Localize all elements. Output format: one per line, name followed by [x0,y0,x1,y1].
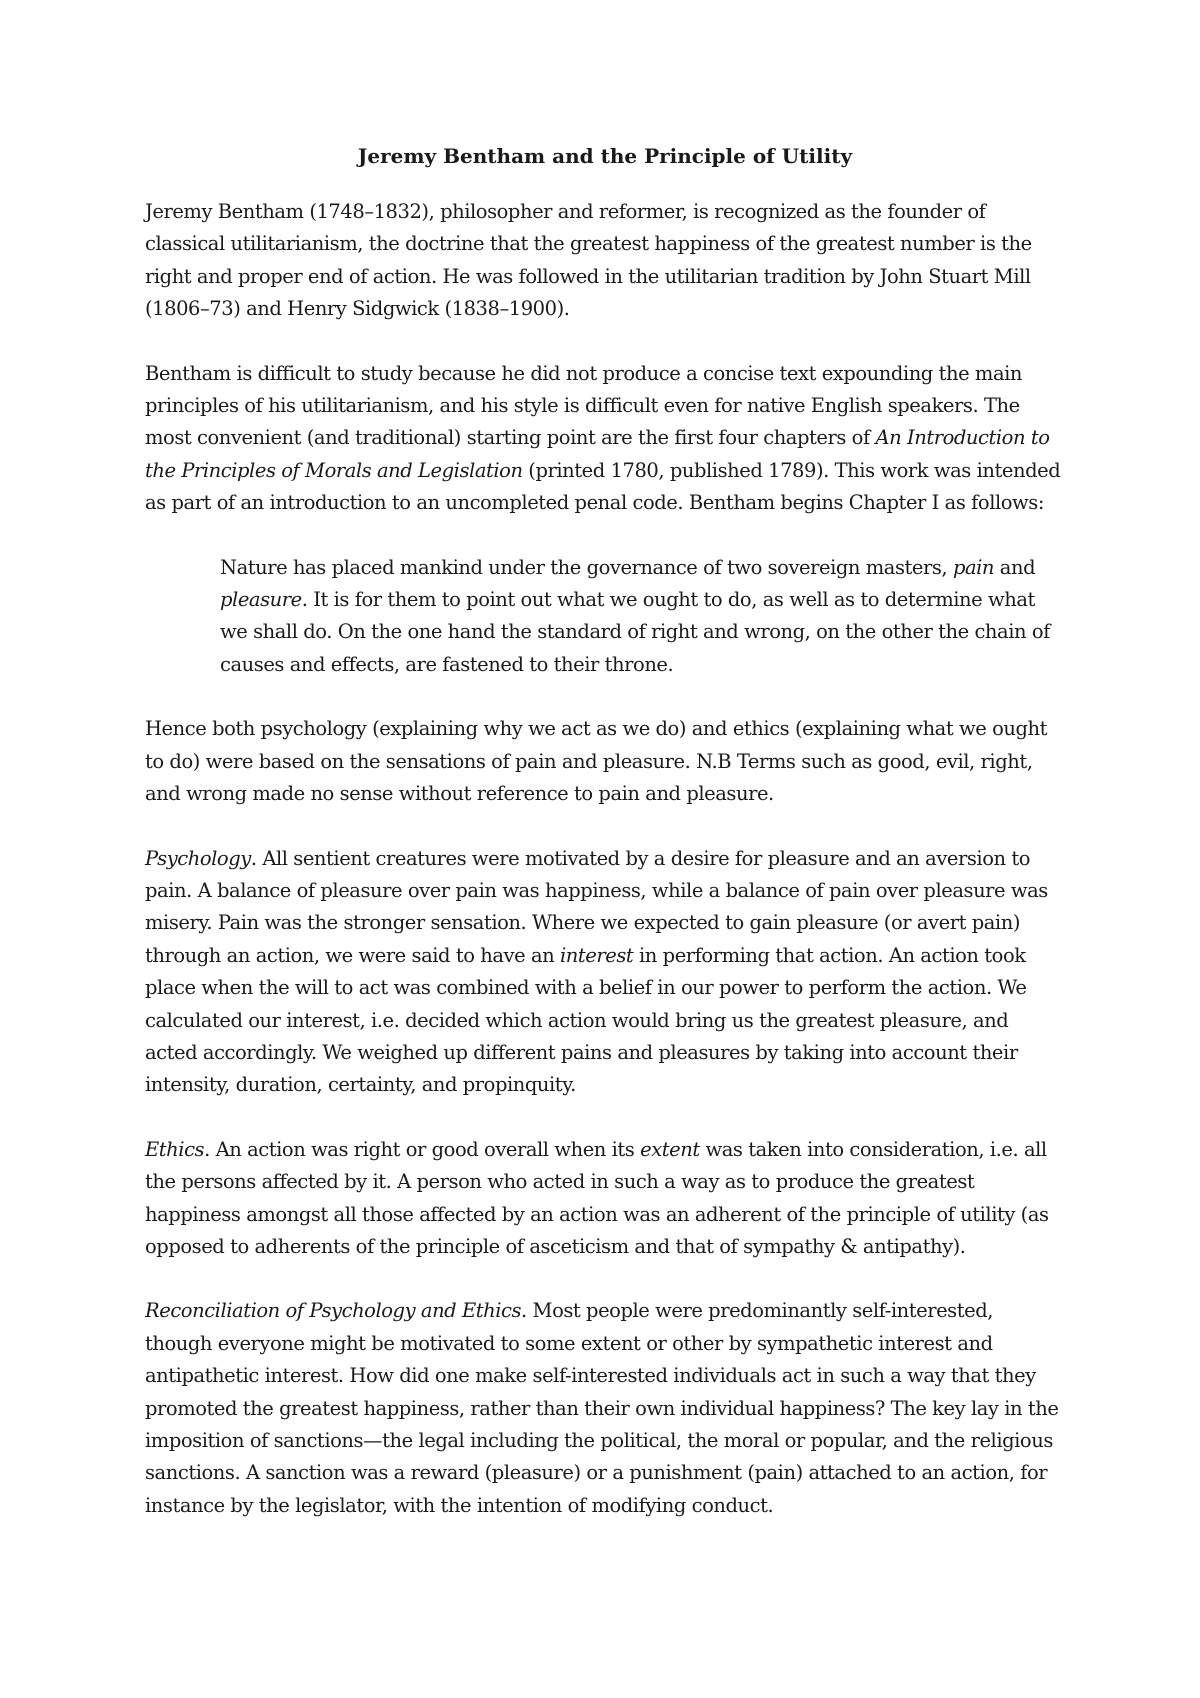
study-text-before: Bentham is difficult to study because he did not produce a concise text expounding the main principles of his utilitarianism, and his style is difficult even for native English speakers. The most convenient (and traditional) starting point are the first four chapters of [145,361,1023,450]
quote-pleasure: pleasure [220,588,302,612]
psychology-ethics-paragraph: Hence both psychology (explaining why we act as we do) and ethics (explaining what we ought to do) were based on the sensations of pain and pleasure. N.B Terms such as good, evil, right, and wrong made no sense without reference to pain and pleasure. [145,717,1048,806]
book-title: An Introduction to the Principles of Morals and Legislation [145,426,1050,482]
document-title: Jeremy Bentham and the Principle of Utility [357,144,853,168]
psychology-paragraph [145,843,1065,1102]
intro-paragraph: Jeremy Bentham (1748–1832), philosopher and reformer, is recognized as the founder of classical utilitarianism, the doctrine that the greatest happiness of the greatest number is the right and proper end of action. He was followed in the utilitarian tradition by John Stuart Mill (1806–73) and Henry Sidgwick (1838–1900). [145,200,1032,321]
extent-term: extent [640,1137,700,1161]
psychology-text-1: . All sentient creatures were motivated by a desire for pleasure and an aversion to pain. A balance of pleasure over pain was happiness, while a balance of pain over pleasure was misery. Pain was the stronger sensation. Where we expected to gain pleasure (or avert pain) through an action, we were said to have an [145,846,1048,967]
study-paragraph [145,358,1065,520]
ethics-text-1: . An action was right or good overall when its [204,1137,641,1161]
quote-part-3: . It is for them to point out what we ought to do, as well as to determine what we shall do. On the one hand the standard of right and wrong, on the other the chain of causes and effects, are fastened to their throne. [220,588,1050,676]
ethics-text-2: was taken into consideration, i.e. all the persons affected by it. A person who acted in such a way as to produce the greatest happiness amongst all those affected by an action was an adherent of the principle of utility (as opposed to adherents of the principle of asceticism and that of sympathy & antipathy). [145,1137,1049,1258]
psychology-heading: Psychology [145,846,251,870]
block-quote [220,552,1065,682]
ethics-paragraph [145,1134,1065,1264]
reconciliation-heading: Reconciliation of Psychology and Ethics. [145,1299,527,1323]
reconciliation-text: Most people were predominantly self-interested, though everyone might be motivated to some extent or other by sympathetic interest and antipathetic interest. How did one make self-interested individuals act in such a way that they promoted the greatest happiness, rather than their own individual happiness? The key lay in the imposition of sanctions—the legal including the political, the moral or popular, and the religious sanctions. A sanction was a reward (pleasure) or a punishment (pain) attached to an action, for instance by the legislator, with the intention of modifying conduct. [145,1299,1059,1517]
quote-part-2: and [994,555,1036,579]
study-text-after: (printed 1780, published 1789). This work was intended as part of an introduction to an uncompleted penal code. Bentham begins Chapter I as follows: [145,458,1061,515]
quote-part-1: Nature has placed mankind under the governance of two sovereign masters, [220,555,953,579]
reconciliation-paragraph [145,1295,1065,1522]
interest-term: interest [559,943,634,967]
psychology-text-2: in performing that action. An action took place when the will to act was combined with a belief in our power to perform the action. We calculated our interest, i.e. decided which action would bring us the greatest pleasure, and acted accordingly. We weighed up different pains and pleasures by taking into account their intensity, duration, certainty, and propinquity. [145,943,1027,1097]
quote-pain: pain [952,555,995,579]
ethics-heading: Ethics [145,1137,205,1161]
document-page [145,140,1065,1554]
